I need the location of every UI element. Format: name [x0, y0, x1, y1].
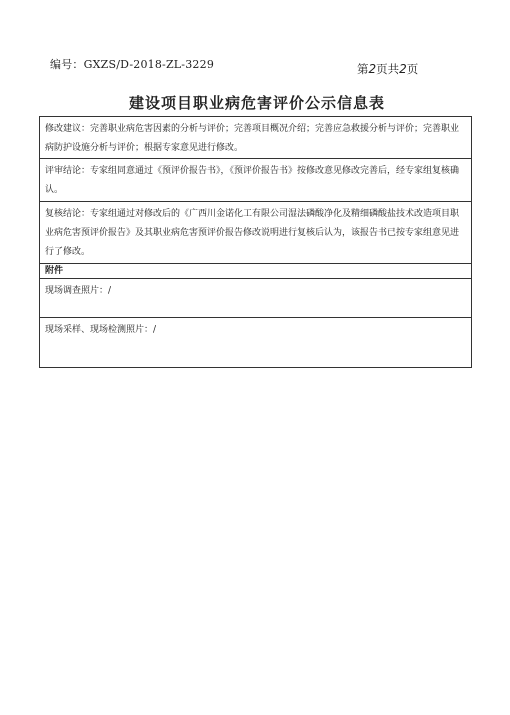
- document-code: 编号：GXZS/D-2018-ZL-3229: [50, 58, 215, 71]
- page-mid: 页共: [376, 62, 400, 76]
- page-indicator: [357, 61, 418, 77]
- sampling-photos-text: 现场采样、现场检测照片：/: [45, 325, 157, 335]
- page-prefix: 第: [357, 62, 369, 76]
- document-title: 建设项目职业病危害评价公示信息表: [128, 94, 385, 112]
- site-survey-photos-text: 现场调查照片：/: [45, 286, 112, 296]
- row-recheck-conclusion: [40, 202, 471, 264]
- modify-suggestion-text: 修改建议：完善职业病危害因素的分析与评价；完善项目概况介绍；完善应急救援分析与评价；完善职业病防护设施分析与评价；根据专家意见进行修改。: [45, 124, 460, 153]
- row-site-survey-photos: [40, 279, 471, 318]
- attachments-label: 附件: [45, 266, 64, 276]
- row-sampling-photos: [40, 318, 471, 368]
- page-total: 2: [399, 62, 407, 76]
- recheck-conclusion-text: 复核结论：专家组通过对修改后的《广西川金诺化工有限公司湿法磷酸净化及精细磷酸盐技术改造项目职业病危害预评价报告》及其职业病危害预评价报告修改说明进行复核后认为，该报告书已按专家组意见进行了修改。: [45, 209, 460, 257]
- page-current: 2: [368, 62, 377, 76]
- review-conclusion-text: 评审结论：专家组同意通过《预评价报告书》，《预评价报告书》按修改意见修改完善后，经专家组复核确认。: [45, 166, 460, 195]
- row-review-conclusion: [40, 159, 471, 202]
- info-table: [39, 116, 472, 368]
- row-modify-suggestion: [40, 117, 471, 159]
- page-suffix: 页: [406, 62, 419, 76]
- row-attachments-label: [40, 264, 471, 279]
